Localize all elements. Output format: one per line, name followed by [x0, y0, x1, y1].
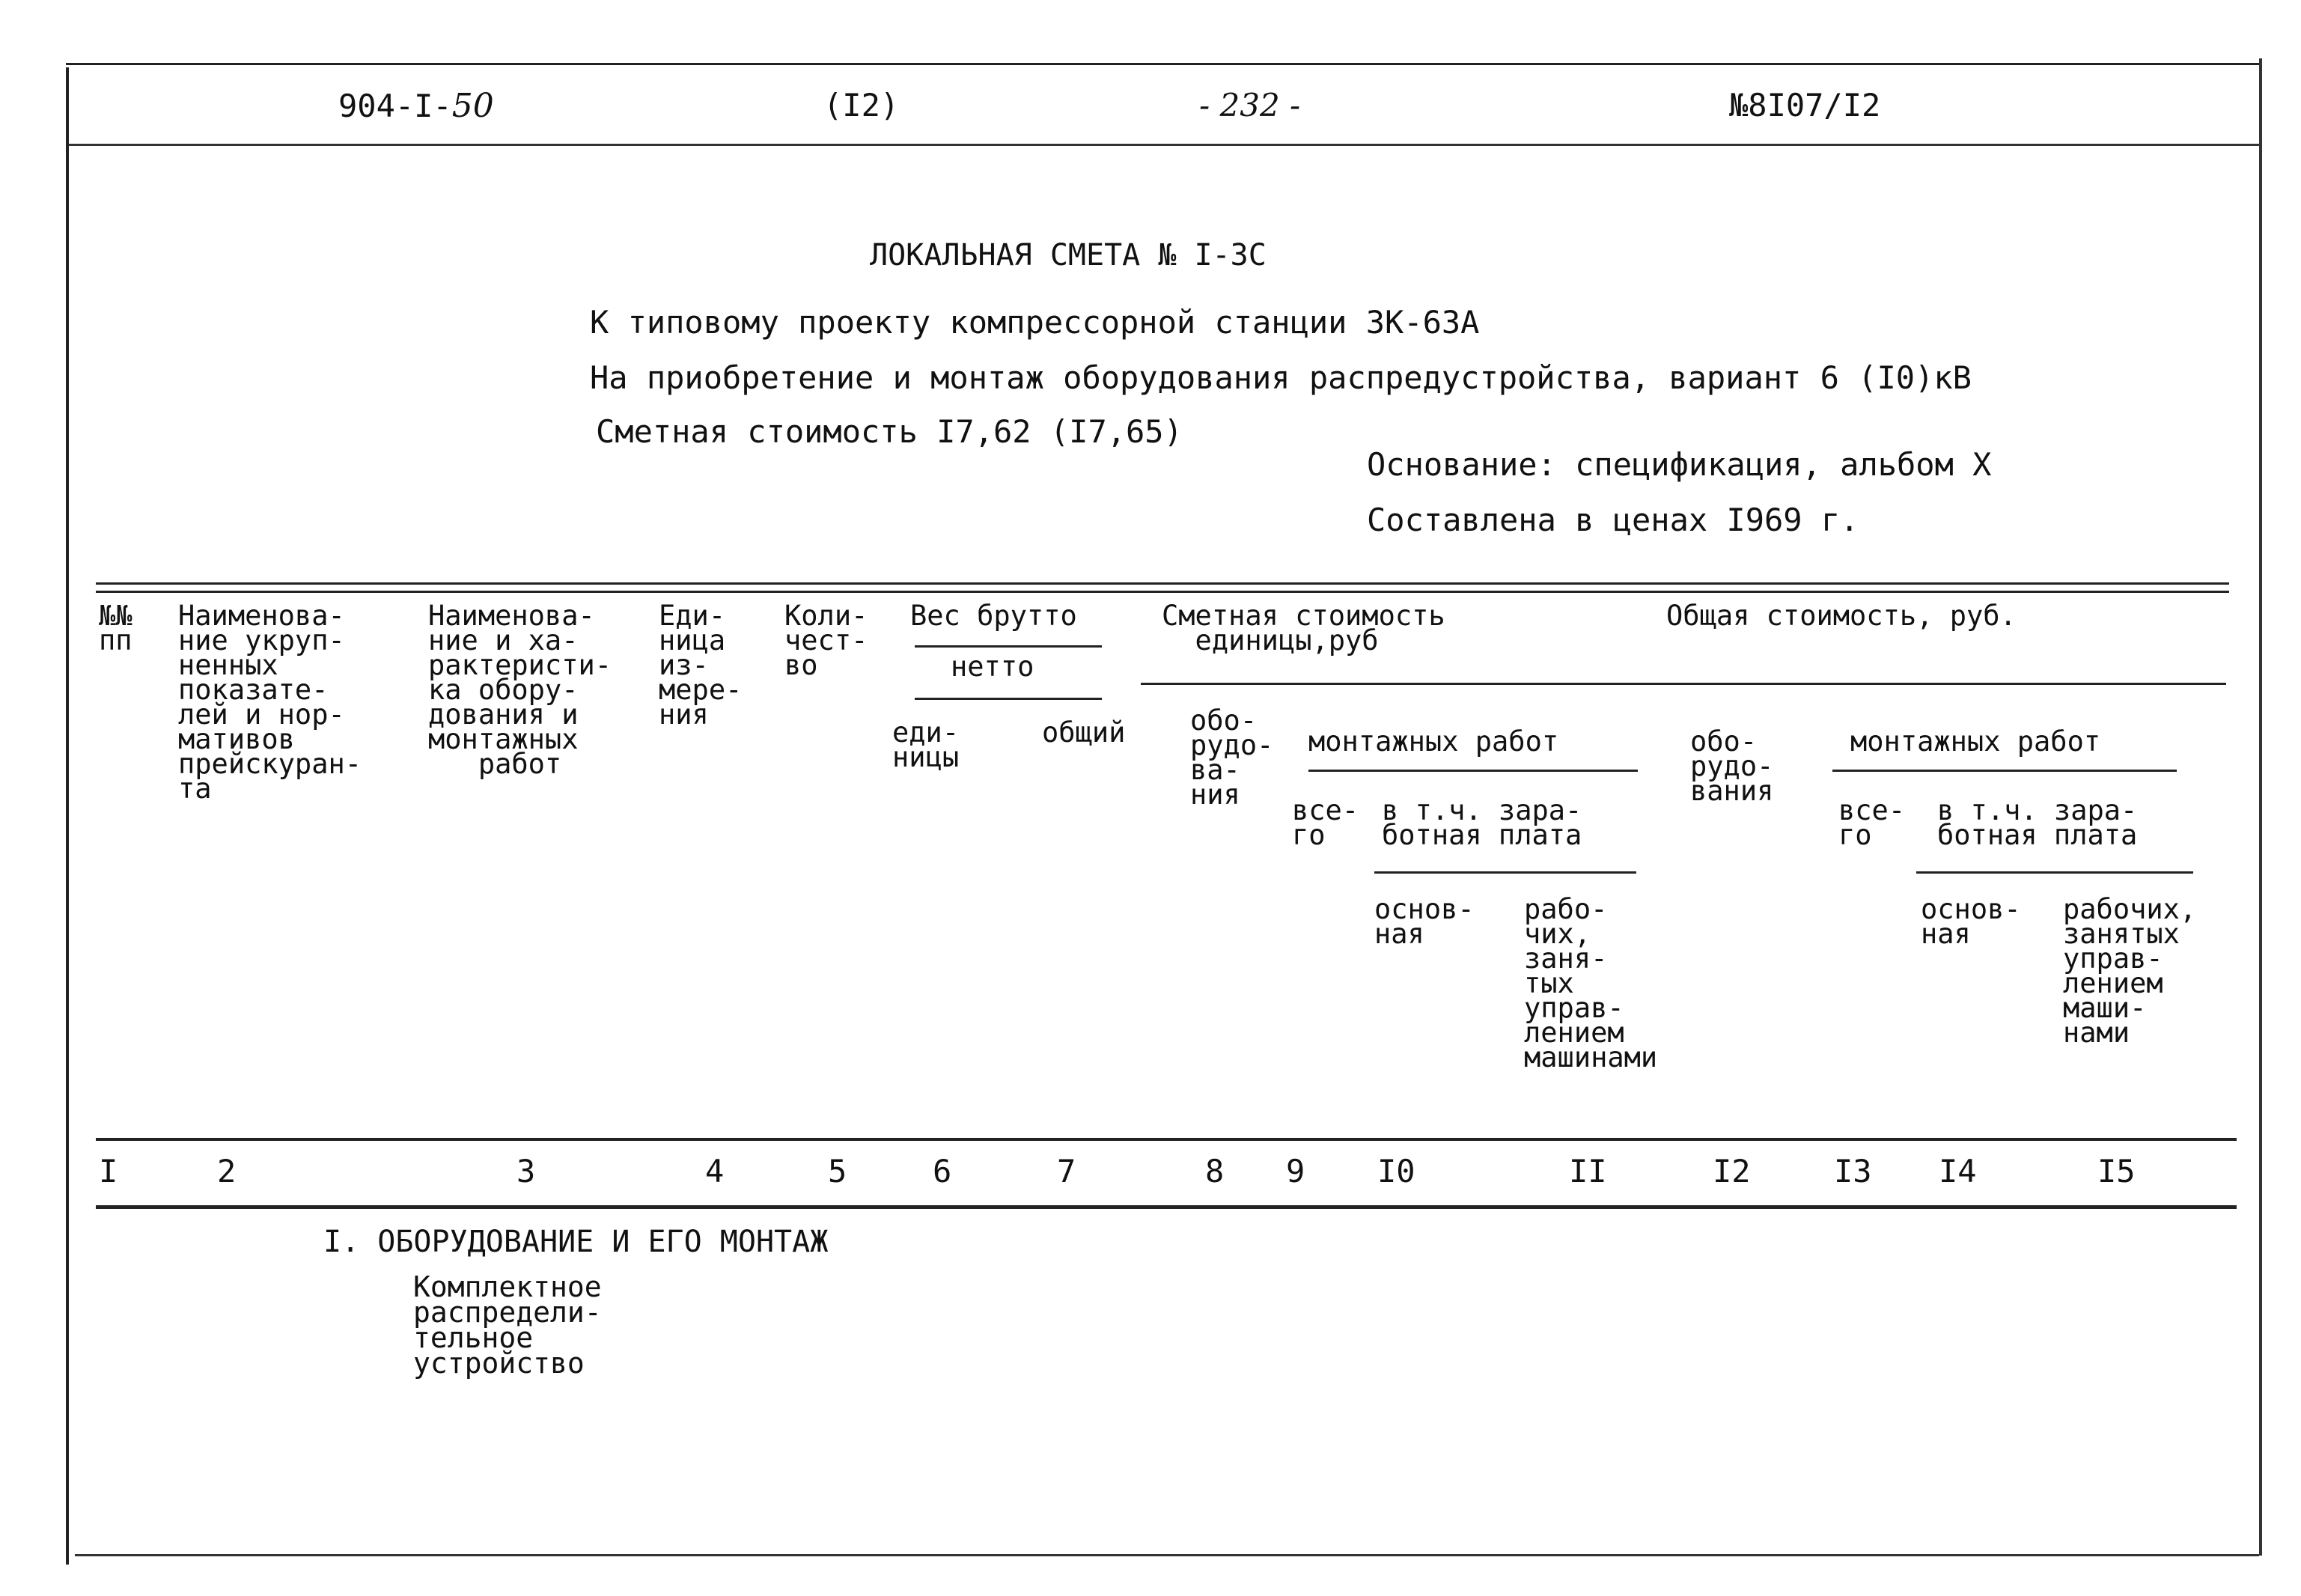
document-code-prefix: 904-I- [338, 88, 452, 124]
col-header-quantity: Коли- чест- во [784, 600, 868, 681]
col-header-incl-wage-2: в т.ч. зара- ботная плата [1937, 794, 2138, 851]
column-numbers-top-rule [96, 1138, 2237, 1141]
installation-divider [1308, 770, 1638, 772]
col-header-incl-wage: в т.ч. зара- ботная плата [1382, 794, 1582, 851]
col-header-basic-wage-2: основ- ная [1921, 893, 2021, 950]
column-number: I5 [2097, 1153, 2136, 1190]
frame-right-border [2259, 58, 2262, 1556]
wage-divider [1374, 871, 1636, 874]
prices-line: Составлена в ценах I969 г. [1367, 502, 1859, 538]
col-header-machine-operators: рабо- чих, заня- тых управ- лением машинами [1524, 893, 1658, 1073]
column-number: I2 [1713, 1153, 1751, 1190]
col-header-installation-total-2: все- го [1838, 794, 1906, 851]
col-header-equipment-name: Наименова- ние и ха- рактеристи- ка обору- дования и монтажных работ [428, 600, 612, 780]
column-number: 3 [516, 1153, 536, 1190]
document-code-handwritten: 50 [451, 87, 494, 125]
column-number: 5 [828, 1153, 847, 1190]
col-header-installation: монтажных работ [1308, 725, 1559, 758]
col-header-number: №№ пп [99, 600, 132, 657]
basis-line: Основание: спецификация, альбом X [1367, 446, 1992, 483]
col-header-basic-wage: основ- ная [1374, 893, 1475, 950]
column-number: 8 [1205, 1153, 1225, 1190]
wage-divider-2 [1916, 871, 2193, 874]
col-header-unit-cost: Сметная стоимость единицы,руб [1162, 600, 1445, 657]
section-item-name: Комплектное распредели- тельное устройство [413, 1270, 602, 1380]
column-numbers-bottom-rule [96, 1205, 2237, 1209]
document-title: ЛОКАЛЬНАЯ СМЕТА № I-ЗС [870, 238, 1267, 272]
purpose-line: На приобретение и монтаж оборудования распредустройства, вариант 6 (I0)кВ [590, 359, 1972, 396]
frame-bottom-border [75, 1554, 2259, 1556]
column-number: I [99, 1153, 118, 1190]
col-header-equipment-cost: обо- рудо- ва- ния [1190, 704, 1274, 811]
column-number: 2 [217, 1153, 237, 1190]
col-header-indicator-name: Наименова- ние укруп- ненных показате- лей и нор- мативов прейскуран- та [178, 600, 362, 805]
netto-divider [915, 698, 1102, 700]
col-header-weight-unit: еди- ницы [892, 716, 960, 773]
estimated-cost-line: Сметная стоимость I7,62 (I7,65) [596, 413, 1183, 450]
document-code [338, 87, 494, 125]
table-top-rule [96, 582, 2229, 593]
weight-divider [915, 645, 1102, 648]
col-header-installation-total: все- го [1292, 794, 1359, 851]
document-number: №8I07/I2 [1729, 87, 1881, 124]
header-divider [69, 144, 2259, 146]
col-header-weight-brutto: Вес брутто [910, 600, 1077, 632]
column-number: I0 [1377, 1153, 1415, 1190]
column-number: II [1569, 1153, 1607, 1190]
column-number: 6 [933, 1153, 952, 1190]
col-header-weight-netto: нетто [951, 651, 1034, 683]
column-number: 4 [705, 1153, 725, 1190]
col-header-total-cost: Общая стоимость, руб. [1666, 600, 2017, 632]
column-number: 9 [1286, 1153, 1305, 1190]
column-number: I4 [1939, 1153, 1977, 1190]
page-number: - 232 - [1199, 87, 1301, 124]
col-header-equipment-total: обо- рудо- вания [1690, 725, 1774, 807]
frame-left-border [66, 67, 69, 1565]
frame-top-border [66, 63, 2262, 65]
column-number: 7 [1057, 1153, 1076, 1190]
col-header-weight-total: общий [1042, 716, 1126, 749]
cost-header-divider [1141, 683, 2226, 685]
column-number: I3 [1834, 1153, 1872, 1190]
sheet-number: (I2) [823, 87, 900, 124]
project-line: К типовому проекту компрессорной станции ЗК-63А [590, 304, 1480, 341]
section-title: I. ОБОРУДОВАНИЕ И ЕГО МОНТАЖ [323, 1225, 829, 1259]
installation-divider-2 [1832, 770, 2177, 772]
col-header-machine-operators-2: рабочих, занятых управ- лением маши- нами [2063, 893, 2197, 1049]
col-header-installation-2: монтажных работ [1850, 725, 2101, 758]
col-header-unit: Еди- ница из- мере- ния [659, 600, 743, 731]
